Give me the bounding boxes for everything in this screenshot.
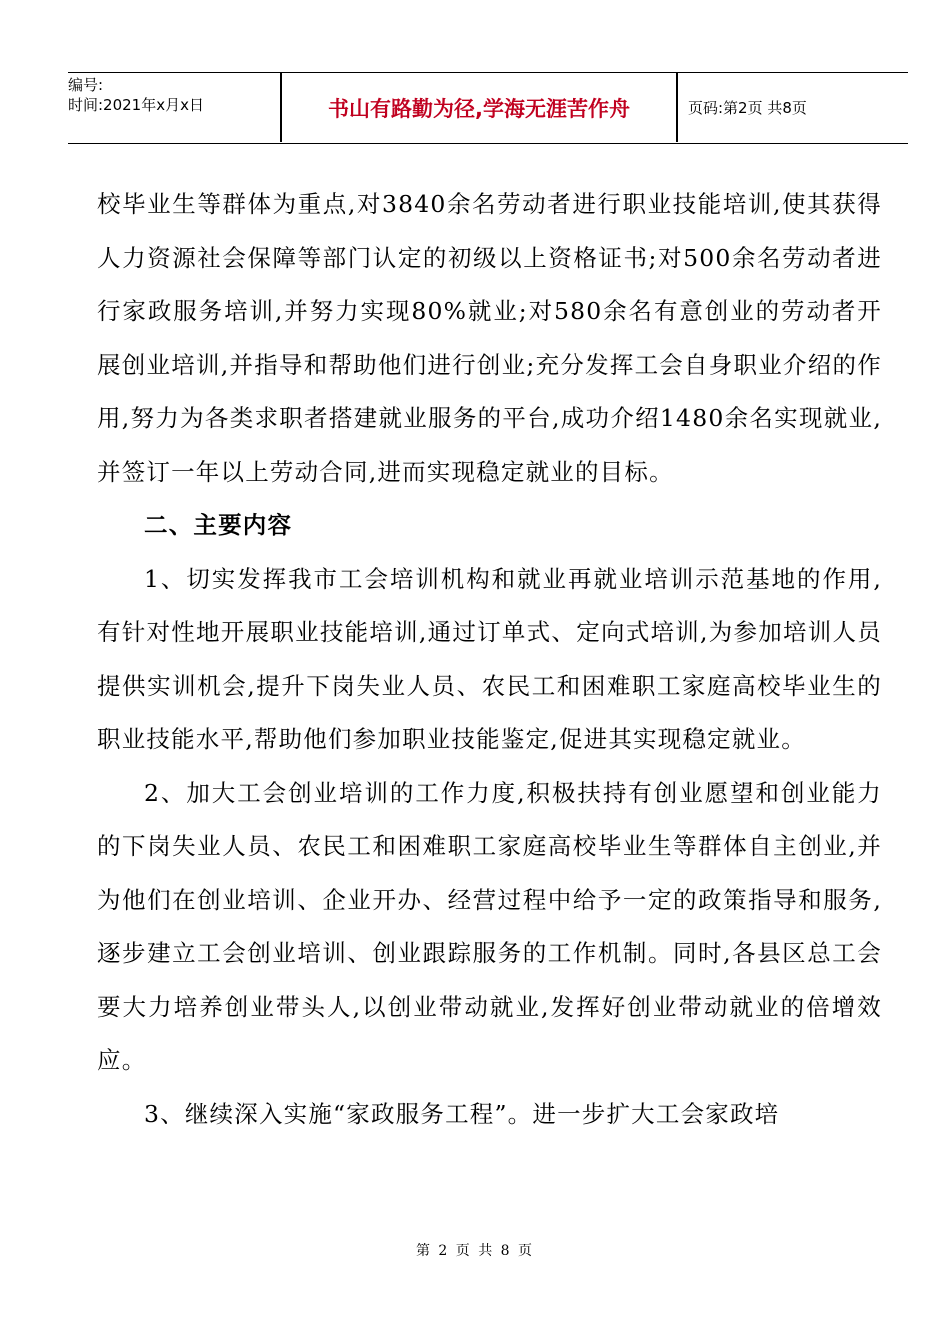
section-heading: 二、主要内容 — [144, 511, 293, 539]
header-meta — [68, 75, 280, 141]
paragraph-continued: 校毕业生等群体为重点,对3840余名劳动者进行职业技能培训,使其获得人力资源社会保障等部门认定的初级以上资格证书;对500余名劳动者进行家政服务培训,并努力实现80%就业;对580余名有意创业的劳动者开展创业培训,并指导和帮助他们进行创业;充分发挥工会自身职业介绍的作用,努力为各类求职者搭建就业服务的平台,成功介绍1480余名实现就业,并签订一年以上劳动合同,进而实现稳定就业的目标。 — [97, 190, 882, 486]
document-body — [97, 178, 882, 1141]
header-divider-right — [676, 73, 678, 142]
paragraph-item-1: 1、切实发挥我市工会培训机构和就业再就业培训示范基地的作用,有针对性地开展职业技能培训,通过订单式、定向式培训,为参加培训人员提供实训机会,提升下岗失业人员、农民工和困难职工家庭高校毕业生的职业技能水平,帮助他们参加职业技能鉴定,促进其实现稳定就业。 — [97, 564, 882, 753]
page-footer: 第 2 页 共 8 页 — [415, 1243, 535, 1259]
document-time-label: 时间:2021年x月x日 — [68, 96, 204, 114]
document-number-label: 编号: — [68, 76, 104, 94]
page-header — [68, 72, 908, 144]
header-motto: 书山有路勤为径,学海无涯苦作舟 — [328, 96, 630, 121]
paragraph-item-3: 3、继续深入实施“家政服务工程”。进一步扩大工会家政培 — [144, 1099, 780, 1128]
header-page-info: 页码:第2页 共8页 — [688, 99, 807, 117]
paragraph-item-2: 2、加大工会创业培训的工作力度,积极扶持有创业愿望和创业能力的下岗失业人员、农民工和困难职工家庭高校毕业生等群体自主创业,并为他们在创业培训、企业开办、经营过程中给予一定的政策指导和服务,逐步建立工会创业培训、创业跟踪服务的工作机制。同时,各县区总工会要大力培养创业带头人,以创业带动就业,发挥好创业带动就业的倍增效应。 — [97, 778, 882, 1074]
